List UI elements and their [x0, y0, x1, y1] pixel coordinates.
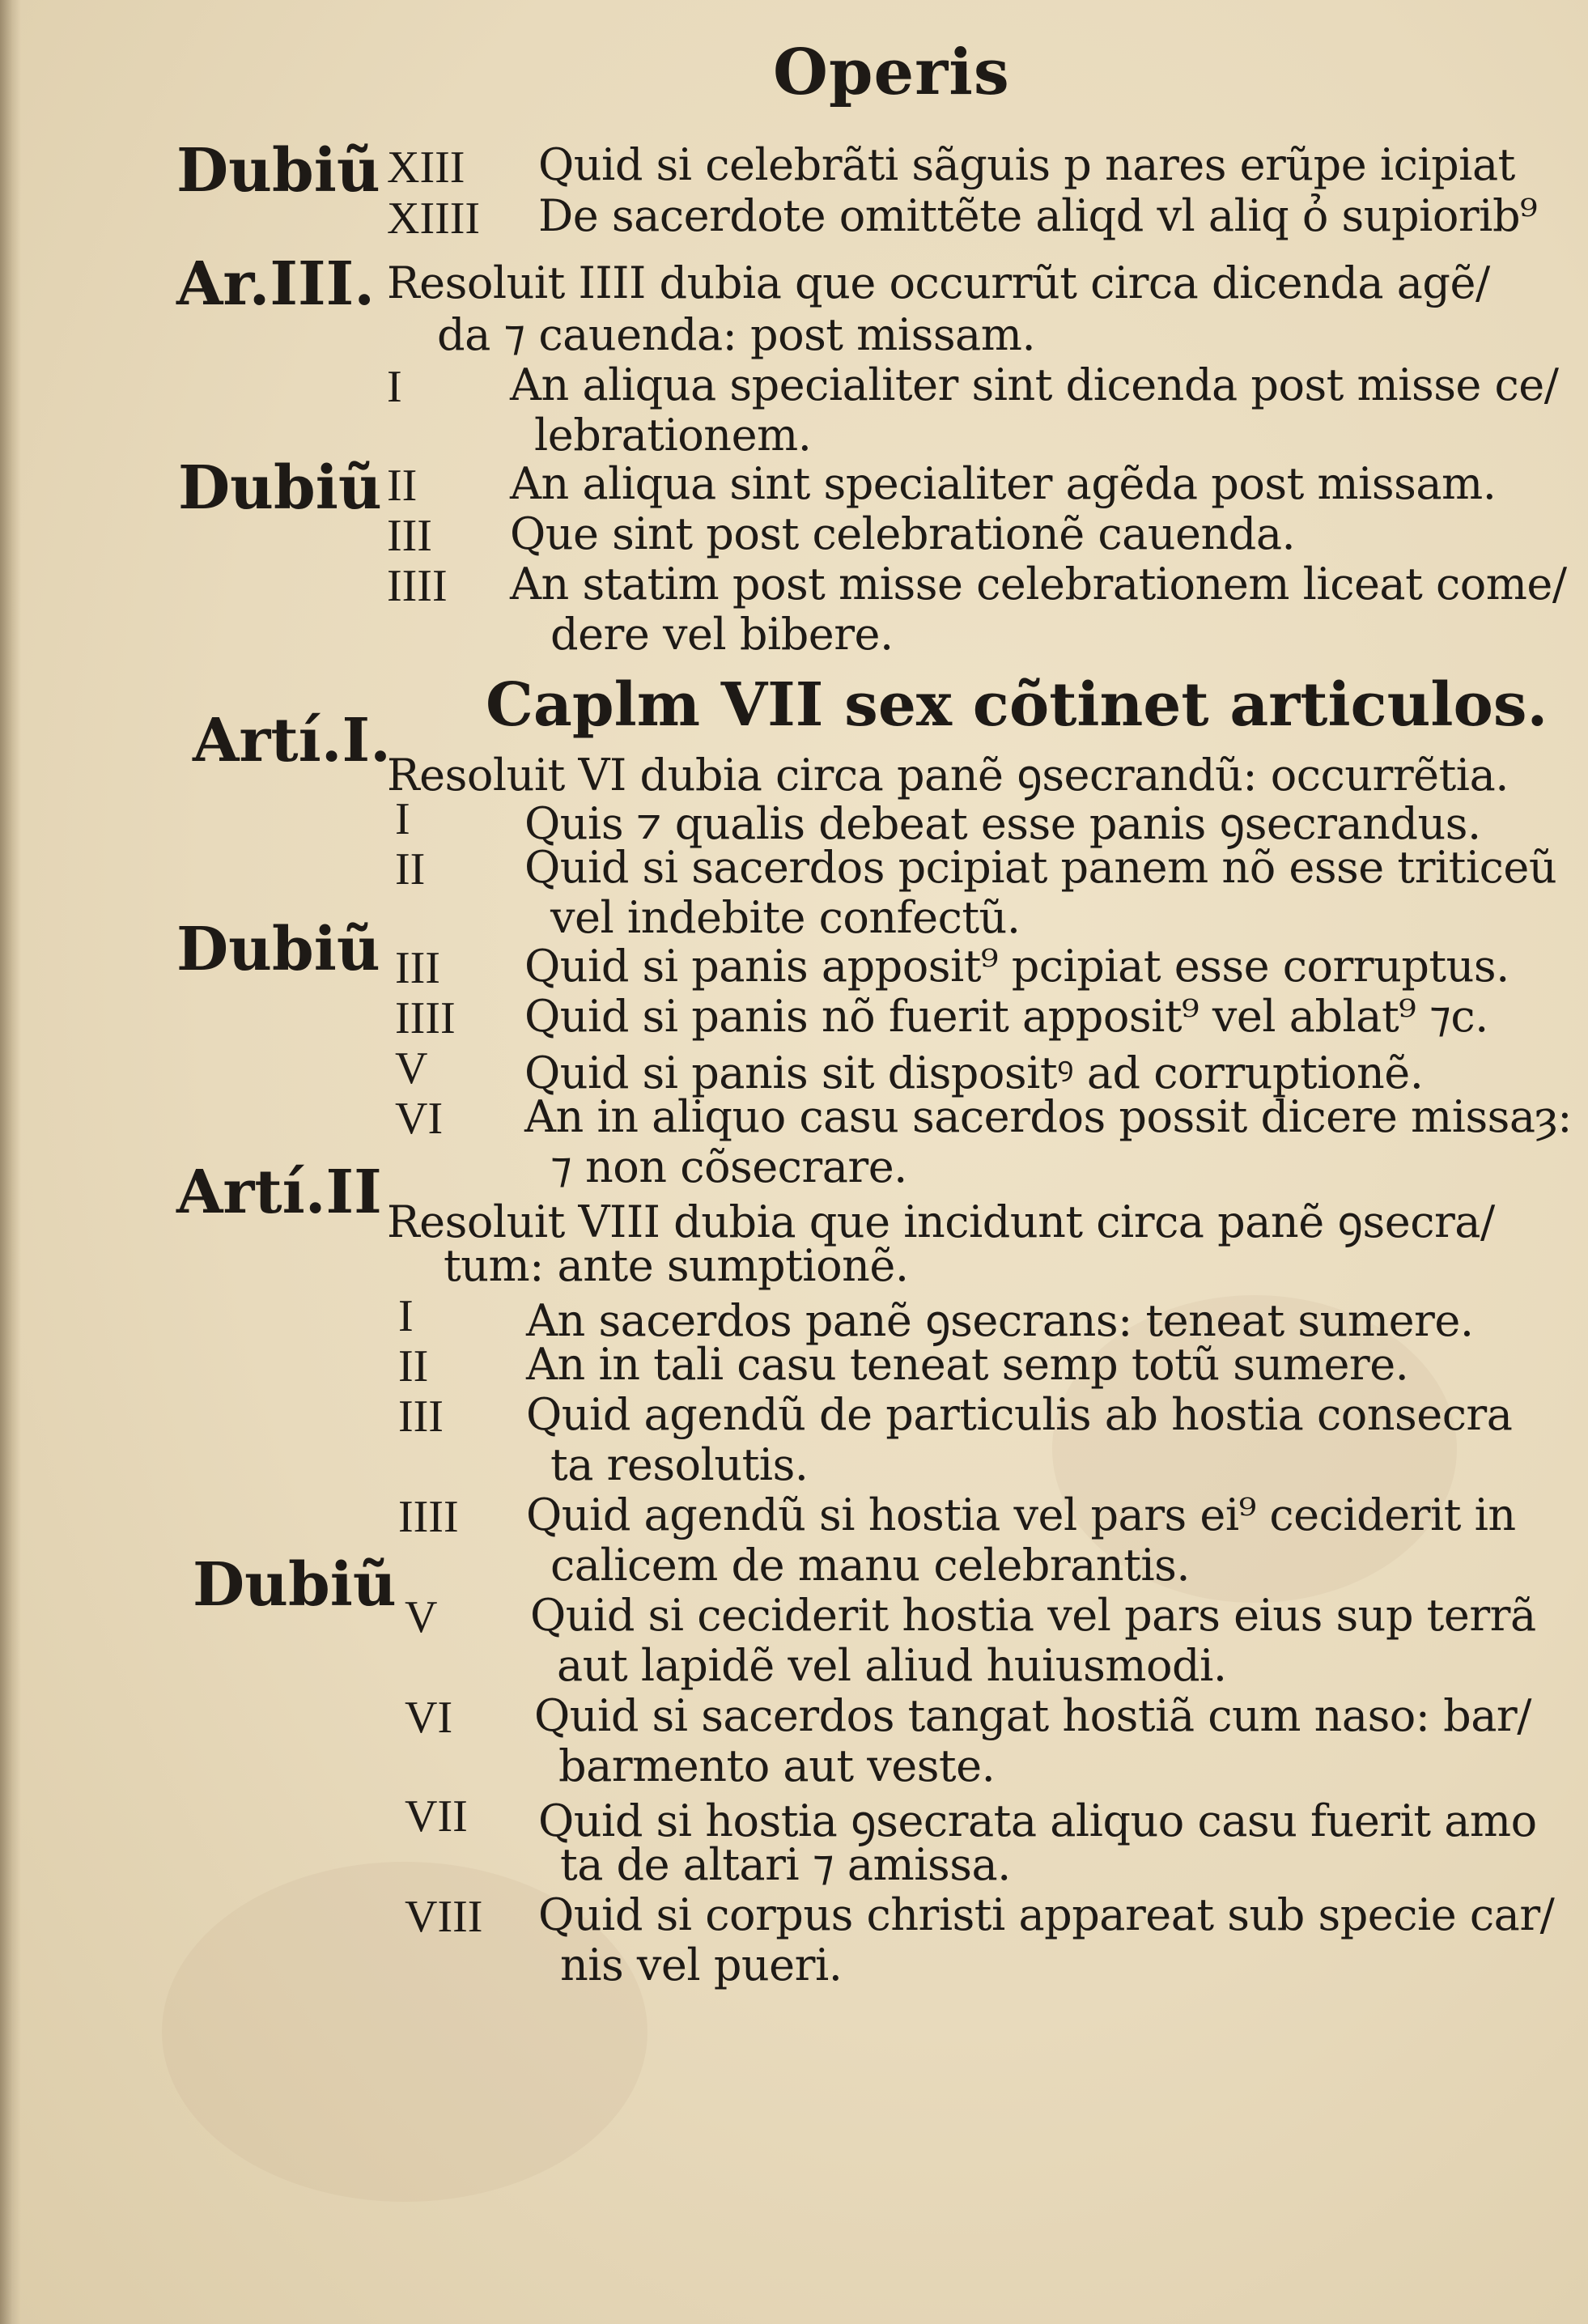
item-text: lebrationem.	[534, 410, 812, 461]
item-text: Quid si sacerdos tangat hostiã cum naso: bar/	[534, 1690, 1531, 1741]
item-number: III	[395, 943, 440, 993]
chapter-title: Caplm VII sex cõtinet articulos.	[486, 670, 1548, 740]
running-head: Operis	[773, 36, 1010, 109]
item-text: An aliqua sint specialiter agẽda post missam.	[510, 458, 1497, 509]
item-text: Quis ⁊ qualis debeat esse panis ꝯsecrandus.	[524, 798, 1481, 849]
margin-label-article-iii: Ar.III.	[176, 249, 375, 319]
item-text: Quid agendũ si hostia vel pars ei⁹ ceciderit in	[526, 1489, 1516, 1540]
margin-label-dubium: Dubiũ	[176, 915, 380, 984]
item-number: VI	[405, 1693, 453, 1743]
item-text: barmento aut veste.	[558, 1740, 996, 1791]
item-text: ta de altari ⁊ amissa.	[560, 1839, 1011, 1890]
item-number: IIII	[387, 561, 448, 611]
item-text: aut lapidẽ vel aliud huiusmodi.	[557, 1640, 1227, 1691]
item-text: Quid si hostia ꝯsecrata aliquo casu fuerit amo	[538, 1795, 1537, 1846]
article-intro: tum: ante sumptionẽ.	[444, 1240, 909, 1291]
item-text: vel indebite confectũ.	[550, 892, 1021, 943]
page-gutter	[0, 0, 21, 2324]
item-number: V	[405, 1592, 438, 1642]
item-text: Quid agendũ de particulis ab hostia consecra	[526, 1389, 1513, 1440]
item-text: An sacerdos panẽ ꝯsecrans: teneat sumere.	[526, 1295, 1474, 1346]
item-text: Quid si ceciderit hostia vel pars eius sup terrã	[530, 1590, 1536, 1641]
item-number: II	[395, 844, 426, 894]
item-number: II	[398, 1341, 429, 1391]
item-number: III	[398, 1391, 444, 1442]
item-text: ⁊ non cõsecrare.	[550, 1141, 907, 1192]
item-number: II	[387, 461, 418, 511]
item-text: Quid si corpus christi appareat sub specie car/	[538, 1889, 1555, 1940]
margin-label-dubium: Dubiũ	[176, 136, 380, 206]
item-text: De sacerdote omittẽte aliqd vl aliq ỏ supiorib⁹	[538, 190, 1538, 241]
item-number: IIII	[398, 1492, 459, 1542]
item-number: I	[395, 794, 410, 844]
item-number: I	[387, 362, 402, 412]
item-number: XIIII	[387, 193, 481, 244]
item-number: V	[395, 1043, 428, 1094]
margin-label-article-ii: Artí.II	[176, 1158, 382, 1227]
item-text: ta resolutis.	[550, 1439, 809, 1490]
item-number: VIII	[405, 1892, 483, 1942]
article-intro: Resoluit IIII dubia que occurrũt circa dicenda agẽ/	[387, 257, 1490, 308]
item-number: III	[387, 511, 432, 561]
article-intro: Resoluit VIII dubia que incidunt circa panẽ ꝯsecra/	[387, 1196, 1495, 1247]
item-text: Quid si panis sit dispositꝰ ad corruptionẽ.	[524, 1047, 1424, 1098]
item-text: Quid si panis apposit⁹ pcipiat esse corruptus.	[524, 941, 1509, 992]
item-number: VII	[405, 1791, 468, 1842]
item-number: XIII	[387, 142, 465, 193]
item-text: calicem de manu celebrantis.	[550, 1540, 1190, 1591]
item-number: VI	[395, 1094, 444, 1144]
article-intro: Resoluit VI dubia circa panẽ ꝯsecrandũ: occurrẽtia.	[387, 750, 1509, 801]
item-text: An aliqua specialiter sint dicenda post misse ce/	[510, 359, 1559, 410]
item-number: I	[398, 1291, 414, 1341]
item-text: Quid si celebrãti sãguis p nares erũpe icipiat	[538, 139, 1515, 190]
item-text: Quid si sacerdos pcipiat panem nõ esse triticeũ	[524, 842, 1557, 893]
margin-label-dubium: Dubiũ	[193, 1550, 397, 1620]
item-text: nis vel pueri.	[560, 1939, 843, 1990]
item-text: Que sint post celebrationẽ cauenda.	[510, 508, 1296, 559]
item-text: Quid si panis nõ fuerit apposit⁹ vel ablat⁹ ⁊c.	[524, 991, 1488, 1042]
item-text: An statim post misse celebrationem liceat come/	[510, 559, 1567, 610]
article-intro: da ⁊ cauenda: post missam.	[437, 309, 1036, 360]
margin-label-dubium: Dubiũ	[178, 453, 382, 523]
item-text: dere vel bibere.	[550, 609, 894, 660]
item-text: An in tali casu teneat semp totũ sumere.	[526, 1339, 1409, 1390]
item-number: IIII	[395, 993, 456, 1043]
item-text: An in aliquo casu sacerdos possit dicere missaȝ:	[524, 1091, 1572, 1142]
margin-label-article-i: Artí.I.	[193, 706, 391, 775]
